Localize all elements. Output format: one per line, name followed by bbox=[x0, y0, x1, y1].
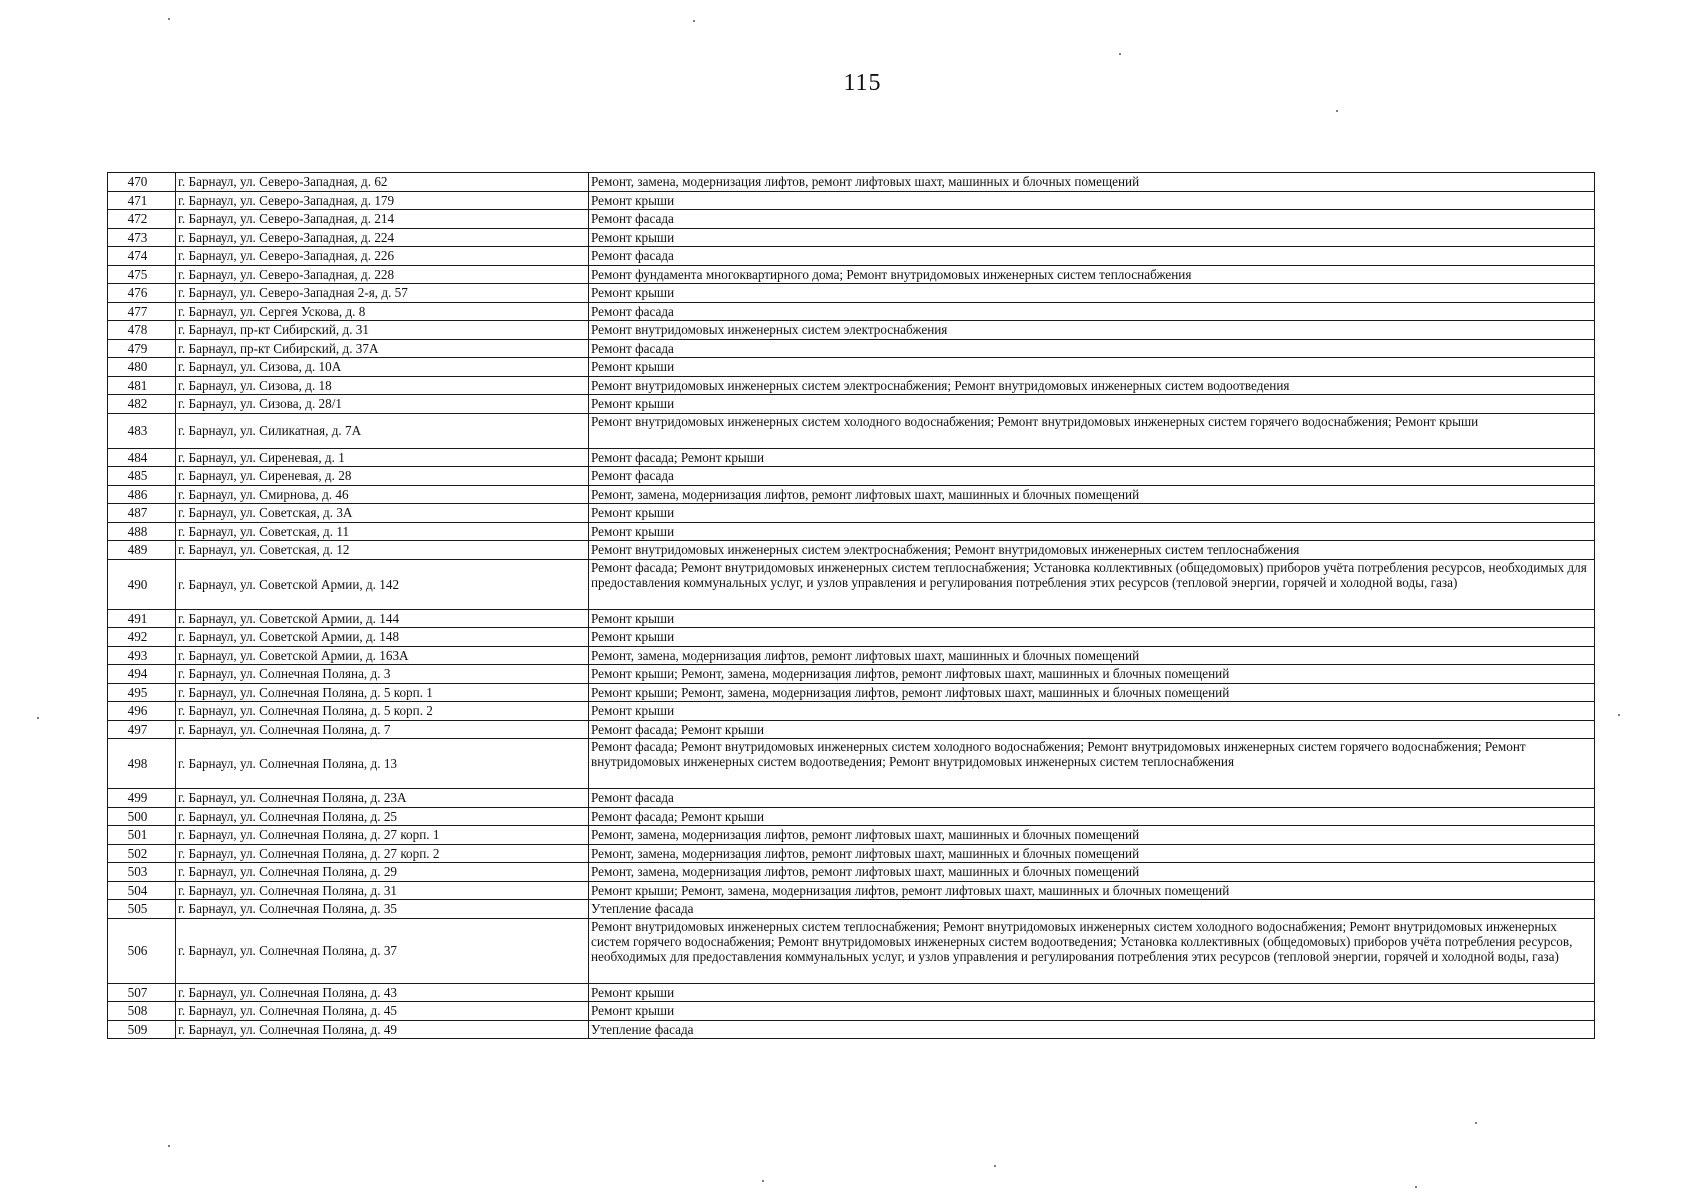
address-cell: г. Барнаул, ул. Солнечная Поляна, д. 45 bbox=[176, 1002, 589, 1021]
scan-speck bbox=[168, 18, 170, 20]
table-row bbox=[108, 900, 1595, 919]
work-type-cell: Ремонт фасада bbox=[589, 467, 1595, 486]
address-cell: г. Барнаул, ул. Смирнова, д. 46 bbox=[176, 485, 589, 504]
address-cell: г. Барнаул, пр-кт Сибирский, д. 37А bbox=[176, 339, 589, 358]
row-number-cell: 502 bbox=[108, 844, 176, 863]
row-number-cell: 508 bbox=[108, 1002, 176, 1021]
row-number-cell: 482 bbox=[108, 395, 176, 414]
table-row bbox=[108, 609, 1595, 628]
work-type-cell: Ремонт крыши bbox=[589, 609, 1595, 628]
work-type-cell: Ремонт внутридомовых инженерных систем теплоснабжения; Ремонт внутридомовых инженерных систем холодного водоснабжения; Ремонт внутридомовых инженерных систем горячего водоснабжения; Ремонт внутридомовых инженерных систем водоотведения; Установка коллективных (общедомовых) приборов учёта потребления ресурсов, необходимых для предоставления коммунальных услуг, и узлов управления и регулирования потребления этих ресурсов (тепловой энергии, горячей и холодной воды, газа) bbox=[589, 918, 1595, 983]
address-cell: г. Барнаул, ул. Сергея Ускова, д. 8 bbox=[176, 302, 589, 321]
row-number-cell: 473 bbox=[108, 228, 176, 247]
work-type-cell: Ремонт, замена, модернизация лифтов, ремонт лифтовых шахт, машинных и блочных помещений bbox=[589, 826, 1595, 845]
table-row bbox=[108, 191, 1595, 210]
work-type-cell: Ремонт внутридомовых инженерных систем холодного водоснабжения; Ремонт внутридомовых инженерных систем горячего водоснабжения; Ремонт крыши bbox=[589, 413, 1595, 448]
address-cell: г. Барнаул, ул. Северо-Западная, д. 228 bbox=[176, 265, 589, 284]
row-number-cell: 478 bbox=[108, 321, 176, 340]
work-type-cell: Ремонт фасада bbox=[589, 210, 1595, 229]
work-type-cell: Ремонт крыши; Ремонт, замена, модернизация лифтов, ремонт лифтовых шахт, машинных и блочных помещений bbox=[589, 665, 1595, 684]
row-number-cell: 488 bbox=[108, 522, 176, 541]
address-cell: г. Барнаул, ул. Солнечная Поляна, д. 31 bbox=[176, 881, 589, 900]
address-cell: г. Барнаул, пр-кт Сибирский, д. 31 bbox=[176, 321, 589, 340]
row-number-cell: 498 bbox=[108, 739, 176, 789]
row-number-cell: 483 bbox=[108, 413, 176, 448]
address-cell: г. Барнаул, ул. Солнечная Поляна, д. 13 bbox=[176, 739, 589, 789]
row-number-cell: 489 bbox=[108, 541, 176, 560]
work-type-cell: Ремонт внутридомовых инженерных систем электроснабжения; Ремонт внутридомовых инженерных систем водоотведения bbox=[589, 376, 1595, 395]
work-type-cell: Ремонт фасада; Ремонт крыши bbox=[589, 720, 1595, 739]
row-number-cell: 492 bbox=[108, 628, 176, 647]
address-cell: г. Барнаул, ул. Северо-Западная, д. 224 bbox=[176, 228, 589, 247]
row-number-cell: 486 bbox=[108, 485, 176, 504]
scan-speck bbox=[1618, 714, 1620, 716]
scan-speck bbox=[762, 1180, 764, 1182]
work-type-cell: Ремонт фундамента многоквартирного дома; Ремонт внутридомовых инженерных систем теплоснабжения bbox=[589, 265, 1595, 284]
scan-speck bbox=[1336, 110, 1338, 112]
address-cell: г. Барнаул, ул. Солнечная Поляна, д. 29 bbox=[176, 863, 589, 882]
work-type-cell: Утепление фасада bbox=[589, 1020, 1595, 1039]
table-row bbox=[108, 395, 1595, 414]
table-row bbox=[108, 983, 1595, 1002]
work-type-cell: Ремонт крыши bbox=[589, 628, 1595, 647]
address-cell: г. Барнаул, ул. Солнечная Поляна, д. 5 корп. 1 bbox=[176, 683, 589, 702]
work-type-cell: Ремонт, замена, модернизация лифтов, ремонт лифтовых шахт, машинных и блочных помещений bbox=[589, 844, 1595, 863]
address-cell: г. Барнаул, ул. Северо-Западная, д. 62 bbox=[176, 173, 589, 192]
scan-speck bbox=[37, 717, 39, 719]
table-row bbox=[108, 339, 1595, 358]
table-row bbox=[108, 739, 1595, 789]
row-number-cell: 471 bbox=[108, 191, 176, 210]
work-type-cell: Ремонт крыши bbox=[589, 983, 1595, 1002]
work-type-cell: Ремонт фасада bbox=[589, 302, 1595, 321]
row-number-cell: 494 bbox=[108, 665, 176, 684]
row-number-cell: 484 bbox=[108, 448, 176, 467]
address-cell: г. Барнаул, ул. Советской Армии, д. 163А bbox=[176, 646, 589, 665]
table-body bbox=[108, 173, 1595, 1039]
table-row bbox=[108, 646, 1595, 665]
row-number-cell: 503 bbox=[108, 863, 176, 882]
work-type-cell: Ремонт крыши bbox=[589, 191, 1595, 210]
table-row bbox=[108, 173, 1595, 192]
row-number-cell: 480 bbox=[108, 358, 176, 377]
table-row bbox=[108, 541, 1595, 560]
row-number-cell: 472 bbox=[108, 210, 176, 229]
work-type-cell: Утепление фасада bbox=[589, 900, 1595, 919]
work-type-cell: Ремонт крыши; Ремонт, замена, модернизация лифтов, ремонт лифтовых шахт, машинных и блочных помещений bbox=[589, 881, 1595, 900]
address-cell: г. Барнаул, ул. Солнечная Поляна, д. 43 bbox=[176, 983, 589, 1002]
work-type-cell: Ремонт крыши bbox=[589, 702, 1595, 721]
address-cell: г. Барнаул, ул. Солнечная Поляна, д. 37 bbox=[176, 918, 589, 983]
row-number-cell: 481 bbox=[108, 376, 176, 395]
table-row bbox=[108, 467, 1595, 486]
table-row bbox=[108, 376, 1595, 395]
table-row bbox=[108, 559, 1595, 609]
table-row bbox=[108, 302, 1595, 321]
work-type-cell: Ремонт, замена, модернизация лифтов, ремонт лифтовых шахт, машинных и блочных помещений bbox=[589, 173, 1595, 192]
address-cell: г. Барнаул, ул. Силикатная, д. 7А bbox=[176, 413, 589, 448]
work-type-cell: Ремонт крыши bbox=[589, 522, 1595, 541]
row-number-cell: 504 bbox=[108, 881, 176, 900]
row-number-cell: 496 bbox=[108, 702, 176, 721]
table-row bbox=[108, 358, 1595, 377]
address-cell: г. Барнаул, ул. Сиреневая, д. 1 bbox=[176, 448, 589, 467]
row-number-cell: 501 bbox=[108, 826, 176, 845]
work-type-cell: Ремонт фасада bbox=[589, 789, 1595, 808]
row-number-cell: 495 bbox=[108, 683, 176, 702]
address-cell: г. Барнаул, ул. Советская, д. 3А bbox=[176, 504, 589, 523]
row-number-cell: 470 bbox=[108, 173, 176, 192]
row-number-cell: 506 bbox=[108, 918, 176, 983]
address-cell: г. Барнаул, ул. Северо-Западная 2-я, д. 57 bbox=[176, 284, 589, 303]
address-cell: г. Барнаул, ул. Советская, д. 11 bbox=[176, 522, 589, 541]
scan-speck bbox=[168, 1145, 170, 1147]
row-number-cell: 507 bbox=[108, 983, 176, 1002]
table-row bbox=[108, 504, 1595, 523]
address-cell: г. Барнаул, ул. Советской Армии, д. 148 bbox=[176, 628, 589, 647]
table-row bbox=[108, 807, 1595, 826]
row-number-cell: 493 bbox=[108, 646, 176, 665]
row-number-cell: 500 bbox=[108, 807, 176, 826]
work-type-cell: Ремонт внутридомовых инженерных систем электроснабжения; Ремонт внутридомовых инженерных систем теплоснабжения bbox=[589, 541, 1595, 560]
work-type-cell: Ремонт крыши bbox=[589, 284, 1595, 303]
table-row bbox=[108, 265, 1595, 284]
table-row bbox=[108, 1020, 1595, 1039]
table-row bbox=[108, 881, 1595, 900]
table-row bbox=[108, 863, 1595, 882]
row-number-cell: 485 bbox=[108, 467, 176, 486]
row-number-cell: 491 bbox=[108, 609, 176, 628]
address-cell: г. Барнаул, ул. Солнечная Поляна, д. 27 корп. 1 bbox=[176, 826, 589, 845]
row-number-cell: 499 bbox=[108, 789, 176, 808]
work-type-cell: Ремонт, замена, модернизация лифтов, ремонт лифтовых шахт, машинных и блочных помещений bbox=[589, 646, 1595, 665]
table-row bbox=[108, 485, 1595, 504]
address-cell: г. Барнаул, ул. Солнечная Поляна, д. 23А bbox=[176, 789, 589, 808]
table-row bbox=[108, 683, 1595, 702]
scan-speck bbox=[693, 20, 695, 22]
work-type-cell: Ремонт крыши bbox=[589, 228, 1595, 247]
work-type-cell: Ремонт фасада bbox=[589, 247, 1595, 266]
table-row bbox=[108, 918, 1595, 983]
table-row bbox=[108, 702, 1595, 721]
work-type-cell: Ремонт крыши bbox=[589, 1002, 1595, 1021]
table-row bbox=[108, 247, 1595, 266]
work-type-cell: Ремонт, замена, модернизация лифтов, ремонт лифтовых шахт, машинных и блочных помещений bbox=[589, 485, 1595, 504]
work-type-cell: Ремонт фасада; Ремонт внутридомовых инженерных систем теплоснабжения; Установка коллективных (общедомовых) приборов учёта потребления ресурсов, необходимых для предоставления коммунальных услуг, и узлов управления и регулирования потребления этих ресурсов (тепловой энергии, горячей и холодной воды, газа) bbox=[589, 559, 1595, 609]
table-row bbox=[108, 1002, 1595, 1021]
row-number-cell: 476 bbox=[108, 284, 176, 303]
work-type-cell: Ремонт фасада bbox=[589, 339, 1595, 358]
address-cell: г. Барнаул, ул. Солнечная Поляна, д. 3 bbox=[176, 665, 589, 684]
address-cell: г. Барнаул, ул. Северо-Западная, д. 179 bbox=[176, 191, 589, 210]
row-number-cell: 477 bbox=[108, 302, 176, 321]
work-type-cell: Ремонт внутридомовых инженерных систем электроснабжения bbox=[589, 321, 1595, 340]
table-row bbox=[108, 321, 1595, 340]
scan-speck bbox=[994, 1165, 996, 1167]
work-type-cell: Ремонт крыши; Ремонт, замена, модернизация лифтов, ремонт лифтовых шахт, машинных и блочных помещений bbox=[589, 683, 1595, 702]
address-cell: г. Барнаул, ул. Сизова, д. 18 bbox=[176, 376, 589, 395]
table-row bbox=[108, 628, 1595, 647]
address-cell: г. Барнаул, ул. Солнечная Поляна, д. 5 корп. 2 bbox=[176, 702, 589, 721]
table-row bbox=[108, 210, 1595, 229]
address-cell: г. Барнаул, ул. Сизова, д. 10А bbox=[176, 358, 589, 377]
row-number-cell: 479 bbox=[108, 339, 176, 358]
work-type-cell: Ремонт фасада; Ремонт крыши bbox=[589, 448, 1595, 467]
table-row bbox=[108, 228, 1595, 247]
row-number-cell: 505 bbox=[108, 900, 176, 919]
work-type-cell: Ремонт, замена, модернизация лифтов, ремонт лифтовых шахт, машинных и блочных помещений bbox=[589, 863, 1595, 882]
table-row bbox=[108, 284, 1595, 303]
row-number-cell: 487 bbox=[108, 504, 176, 523]
scan-speck bbox=[1475, 1122, 1477, 1124]
address-cell: г. Барнаул, ул. Сизова, д. 28/1 bbox=[176, 395, 589, 414]
row-number-cell: 497 bbox=[108, 720, 176, 739]
row-number-cell: 509 bbox=[108, 1020, 176, 1039]
table-row bbox=[108, 413, 1595, 448]
address-cell: г. Барнаул, ул. Северо-Западная, д. 226 bbox=[176, 247, 589, 266]
table-row bbox=[108, 844, 1595, 863]
work-type-cell: Ремонт крыши bbox=[589, 395, 1595, 414]
row-number-cell: 474 bbox=[108, 247, 176, 266]
work-type-cell: Ремонт фасада; Ремонт внутридомовых инженерных систем холодного водоснабжения; Ремонт внутридомовых инженерных систем горячего водоснабжения; Ремонт внутридомовых инженерных систем водоотведения; Ремонт внутридомовых инженерных систем теплоснабжения bbox=[589, 739, 1595, 789]
address-cell: г. Барнаул, ул. Солнечная Поляна, д. 35 bbox=[176, 900, 589, 919]
address-cell: г. Барнаул, ул. Солнечная Поляна, д. 49 bbox=[176, 1020, 589, 1039]
table-row bbox=[108, 448, 1595, 467]
address-cell: г. Барнаул, ул. Советской Армии, д. 142 bbox=[176, 559, 589, 609]
table-row bbox=[108, 665, 1595, 684]
address-cell: г. Барнаул, ул. Советской Армии, д. 144 bbox=[176, 609, 589, 628]
repair-register-table bbox=[107, 172, 1595, 1039]
row-number-cell: 490 bbox=[108, 559, 176, 609]
table-row bbox=[108, 522, 1595, 541]
work-type-cell: Ремонт крыши bbox=[589, 358, 1595, 377]
table-row bbox=[108, 826, 1595, 845]
address-cell: г. Барнаул, ул. Северо-Западная, д. 214 bbox=[176, 210, 589, 229]
scan-speck bbox=[1119, 53, 1121, 55]
table-row bbox=[108, 720, 1595, 739]
address-cell: г. Барнаул, ул. Сиреневая, д. 28 bbox=[176, 467, 589, 486]
work-type-cell: Ремонт фасада; Ремонт крыши bbox=[589, 807, 1595, 826]
address-cell: г. Барнаул, ул. Солнечная Поляна, д. 25 bbox=[176, 807, 589, 826]
scan-speck bbox=[1415, 1186, 1417, 1188]
work-type-cell: Ремонт крыши bbox=[589, 504, 1595, 523]
page-number: 115 bbox=[843, 70, 882, 96]
address-cell: г. Барнаул, ул. Советская, д. 12 bbox=[176, 541, 589, 560]
address-cell: г. Барнаул, ул. Солнечная Поляна, д. 27 корп. 2 bbox=[176, 844, 589, 863]
address-cell: г. Барнаул, ул. Солнечная Поляна, д. 7 bbox=[176, 720, 589, 739]
row-number-cell: 475 bbox=[108, 265, 176, 284]
table-row bbox=[108, 789, 1595, 808]
